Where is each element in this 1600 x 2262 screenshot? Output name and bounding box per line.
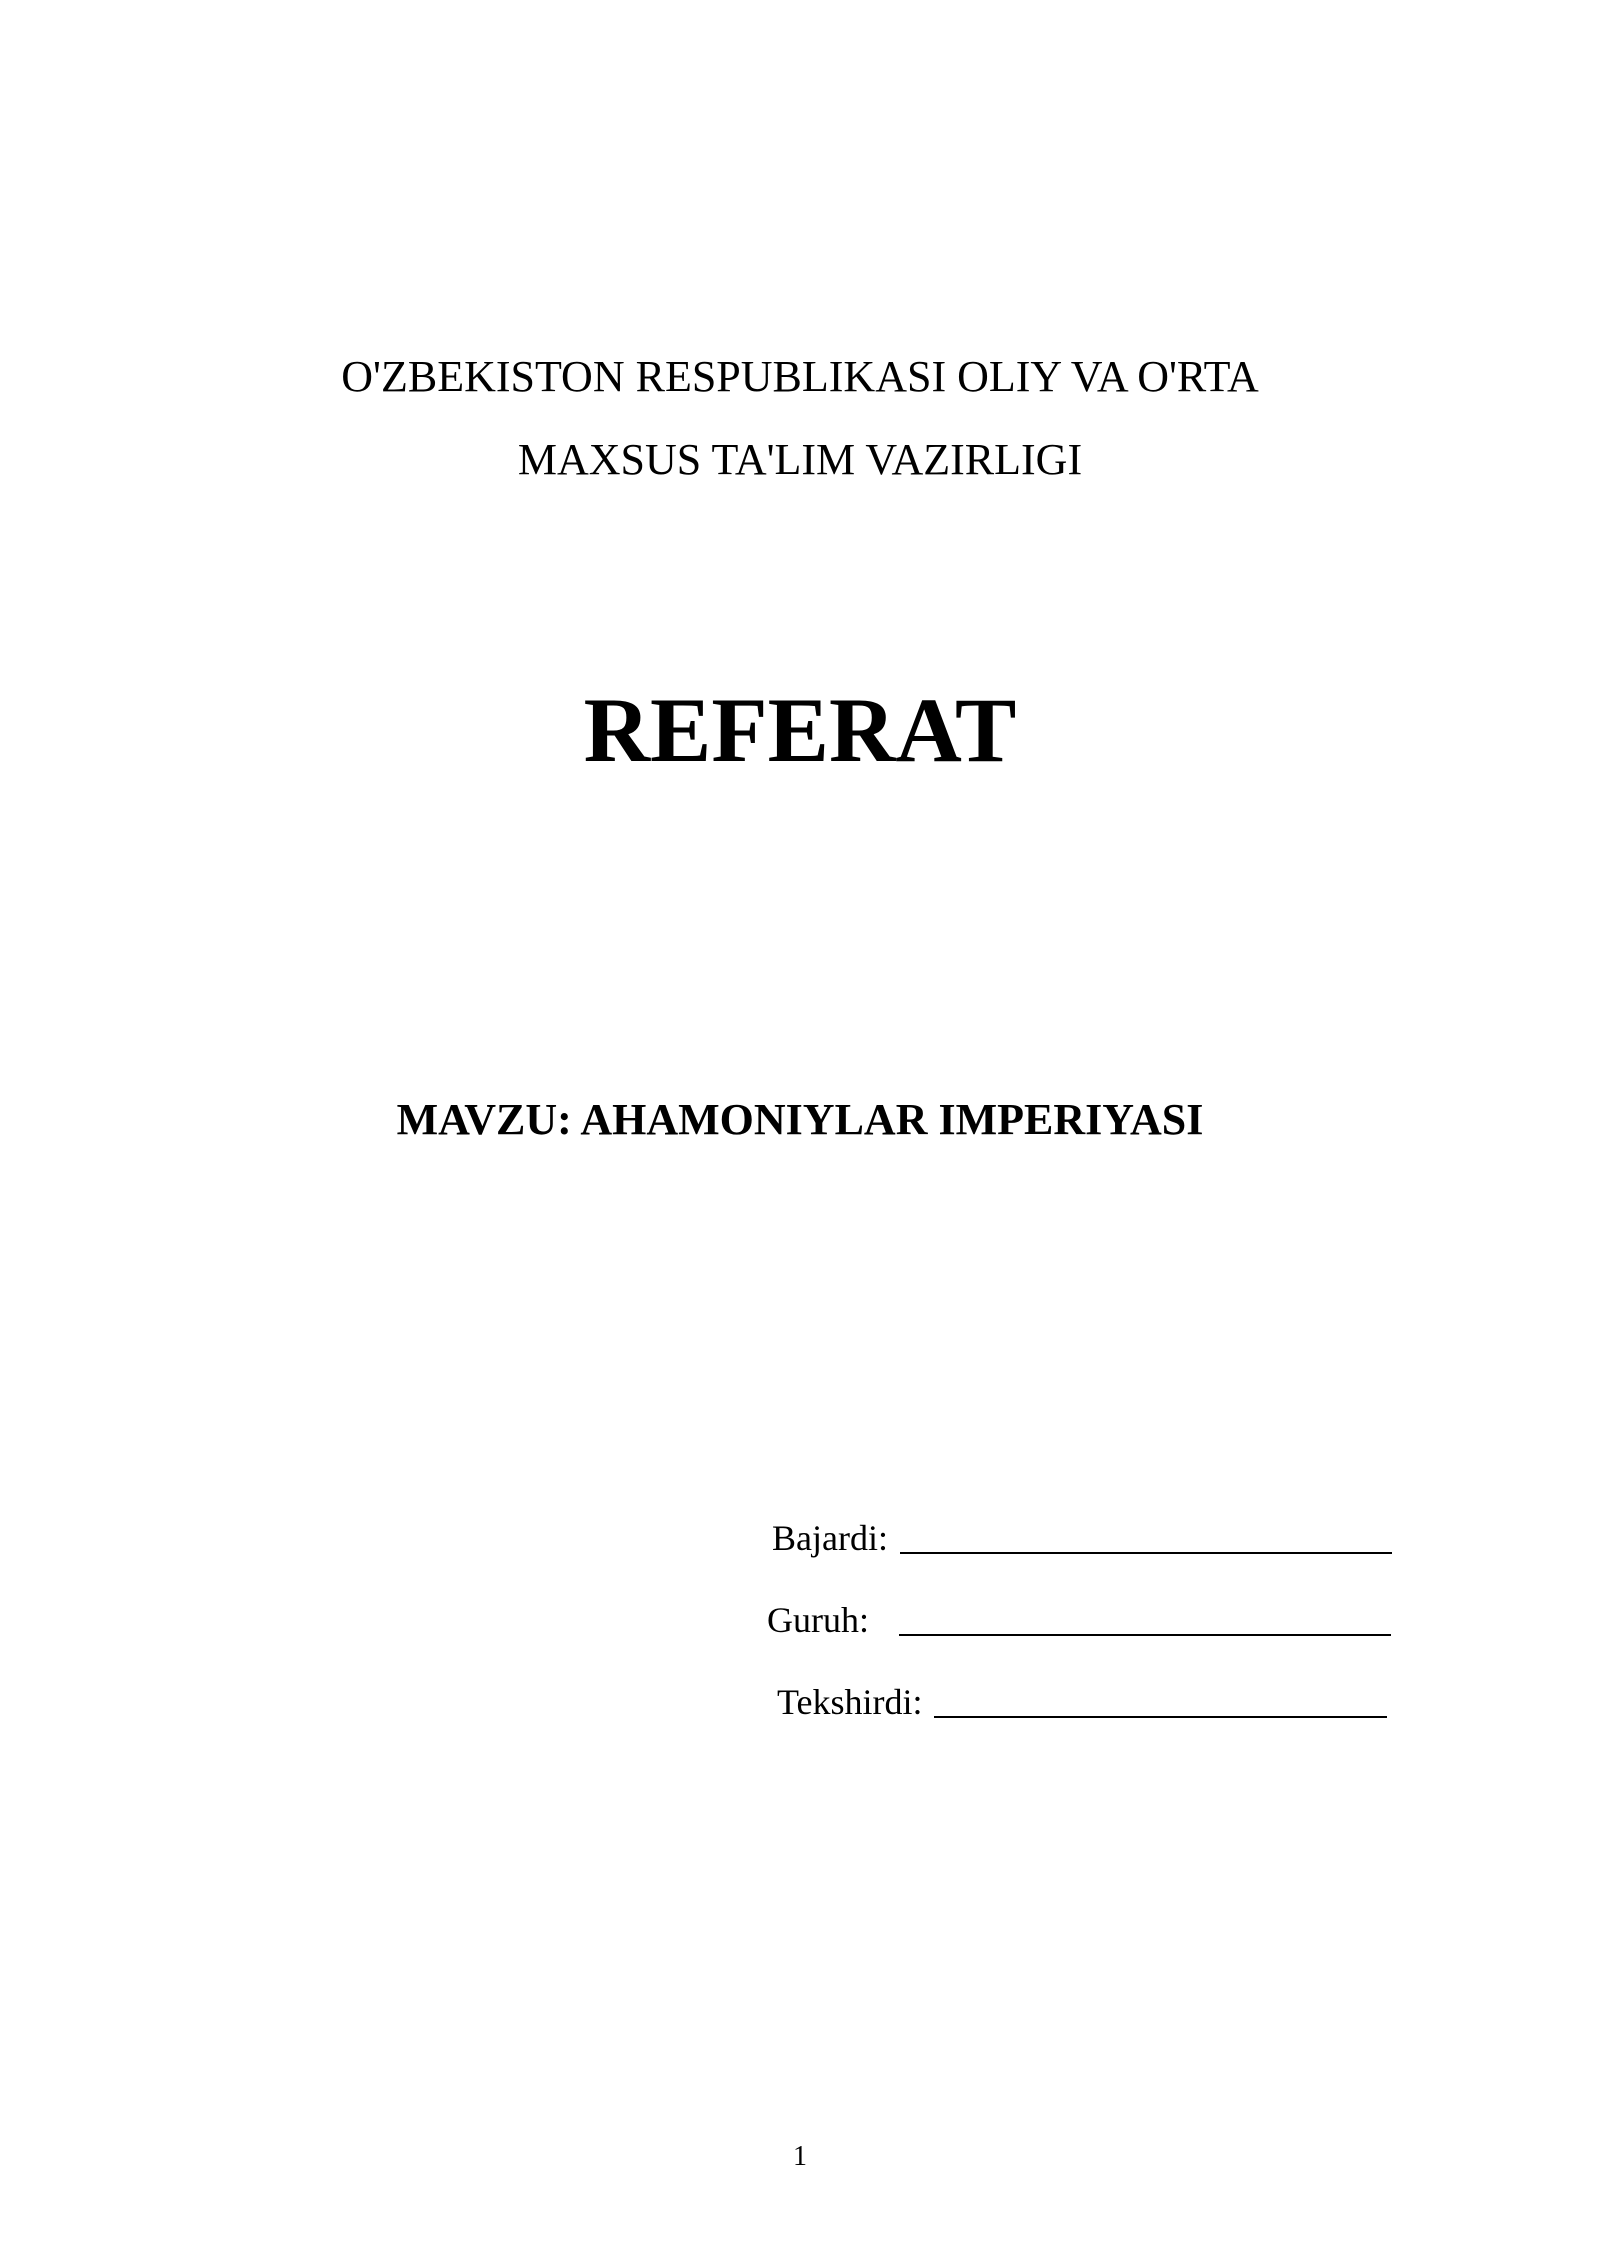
guruh-label: Guruh: [767, 1600, 869, 1640]
page-number: 1 [793, 2141, 807, 2172]
document-title: REFERAT [583, 679, 1017, 781]
document-topic: MAVZU: AHAMONIYLAR IMPERIYASI [396, 1095, 1204, 1144]
bajardi-blank-line [900, 1518, 1392, 1554]
signature-row-tekshirdi [777, 1672, 1387, 1724]
ministry-header-line-2: MAXSUS TA'LIM VAZIRLIGI [517, 435, 1083, 484]
tekshirdi-label: Tekshirdi: [777, 1682, 923, 1722]
signature-row-guruh [767, 1590, 1391, 1642]
ministry-header-line-1: O'ZBEKISTON RESPUBLIKASI OLIY VA O'RTA [341, 352, 1259, 401]
guruh-blank-line [899, 1600, 1391, 1636]
signature-row-bajardi [772, 1508, 1392, 1560]
bajardi-label: Bajardi: [772, 1518, 888, 1558]
tekshirdi-blank-line [934, 1682, 1387, 1718]
